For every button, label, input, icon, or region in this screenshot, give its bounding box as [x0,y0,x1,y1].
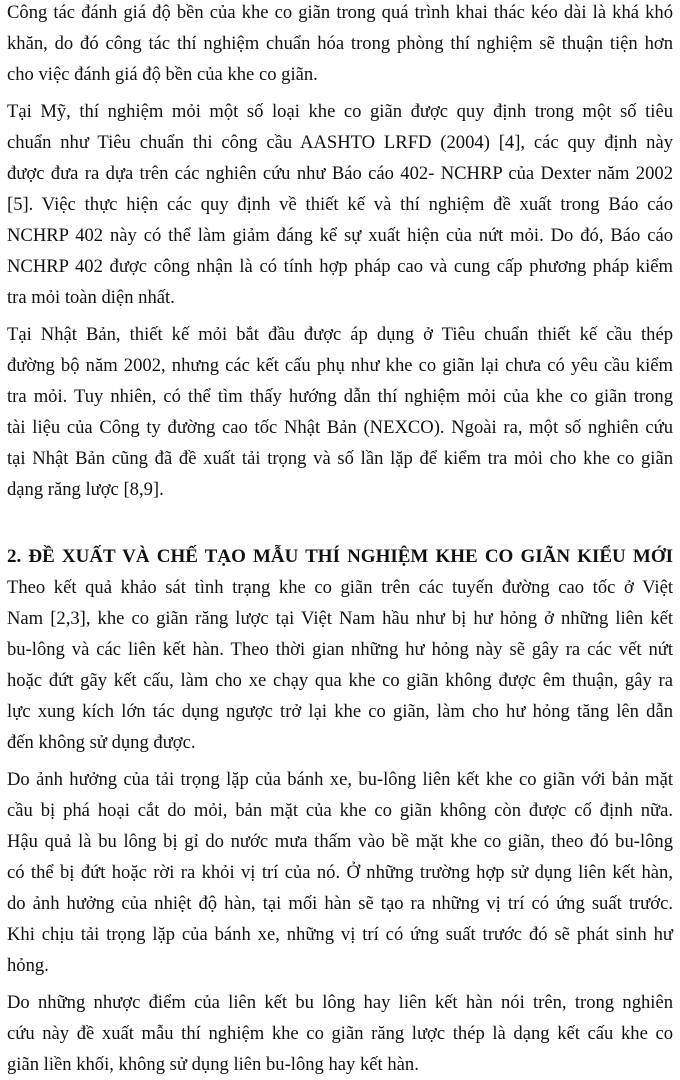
text-line: tra mỏi. Tuy nhiên, có thể tìm thấy hướng dẫn thí nghiệm mỏi của khe co giãn trong [7,386,673,407]
paragraph-japan [7,319,673,505]
text-line: Hậu quả là bu lông bị gỉ do nước mưa thấm vào bề mặt khe co giãn, theo đó bu-lông [7,831,673,852]
text-line: có thể bị đứt hoặc rời ra khỏi vị trí của nó. Ở những trường hợp sử dụng liên kết hàn, [7,862,673,883]
text-line: tài liệu của Công ty đường cao tốc Nhật Bản (NEXCO). Ngoài ra, một số nghiên cứu [7,417,673,438]
document-page [7,0,673,1080]
text-line: cứu này đề xuất mẫu thí nghiệm khe co giãn răng lược thép là dạng kết cấu khe co [7,1023,673,1044]
text-line: Công tác đánh giá độ bền của khe co giãn trong quá trình khai thác kéo dài là khá khó [7,2,673,23]
text-line: lực xung kích lớn tác dụng ngược trở lại khe co giãn, làm cho hư hỏng tăng lên dẫn [7,701,673,722]
section-heading: 2. ĐỀ XUẤT VÀ CHẾ TẠO MẪU THÍ NGHIỆM KHE CO GIÃN KIỂU MỚI [7,546,673,567]
text-line: NCHRP 402 được công nhận là có tính hợp pháp cao và cung cấp phương pháp kiểm [7,256,673,277]
text-line: Do những nhược điểm của liên kết bu lông hay liên kết hàn nói trên, trong nghiên [7,992,673,1013]
paragraph-load-effects [7,764,673,981]
text-line: cho việc đánh giá độ bền của khe co giãn. [7,64,318,85]
text-line: dạng răng lược [8,9]. [7,479,164,500]
text-line: tra mỏi toàn diện nhất. [7,287,175,308]
text-line: Theo kết quả khảo sát tình trạng khe co giãn trên các tuyến đường cao tốc ở Việt [7,577,673,598]
text-line: NCHRP 402 này có thể làm giảm đáng kể sự xuất hiện của nứt mỏi. Do đó, Báo cáo [7,225,673,246]
paragraph-proposal [7,987,673,1080]
text-line: hoặc đứt gãy kết cấu, làm cho xe chạy qua khe co giãn không được êm thuận, gây ra [7,670,673,691]
text-line: Nam [2,3], khe co giãn răng lược tại Việt Nam hầu như bị hư hỏng ở những liên kết [7,608,673,629]
text-line: giãn liền khối, không sử dụng liên bu-lông hay kết hàn. [7,1054,419,1075]
text-line: đến không sử dụng được. [7,732,196,753]
text-line: đường bộ năm 2002, nhưng các kết cấu phụ như khe co giãn lại chưa có yêu cầu kiểm [7,355,673,376]
text-line: cầu bị phá hoại cắt do mỏi, bản mặt của khe co giãn không còn được cố định nữa. [7,800,673,821]
text-line: bu-lông và các liên kết hàn. Theo thời gian những hư hỏng này sẽ gây ra các vết nứt [7,639,673,660]
paragraph-usa [7,96,673,313]
text-line: Khi chịu tải trọng lặp của bánh xe, những vị trí có ứng suất trước đó sẽ phát sinh hư [7,924,673,945]
text-line: khăn, do đó công tác thí nghiệm chuẩn hóa trong phòng thí nghiệm sẽ thuận tiện hơn [7,33,673,54]
text-line: hỏng. [7,955,49,976]
paragraph-vietnam-survey [7,572,673,758]
text-line: được đưa ra dựa trên các nghiên cứu như Báo cáo 402- NCHRP của Dexter năm 2002 [7,163,673,184]
text-line: Do ảnh hưởng của tải trọng lặp của bánh xe, bu-lông liên kết khe co giãn với bản mặt [7,769,673,790]
paragraph-intro [7,0,673,90]
text-line: Tại Mỹ, thí nghiệm mỏi một số loại khe co giãn được quy định trong một số tiêu [7,101,673,122]
text-line: do ảnh hưởng của nhiệt độ hàn, tại mối hàn sẽ tạo ra những vị trí có ứng suất trước. [7,893,673,914]
text-line: chuẩn như Tiêu chuẩn thi công cầu AASHTO LRFD (2004) [4], các quy định này [7,132,673,153]
text-line: tại Nhật Bản cũng đã đề xuất tải trọng và số lần lặp để kiểm tra mỏi cho khe co giãn [7,448,673,469]
text-line: [5]. Việc thực hiện các quy định về thiết kế và thí nghiệm đề xuất trong Báo cáo [7,194,673,215]
text-line: Tại Nhật Bản, thiết kế mỏi bắt đầu được áp dụng ở Tiêu chuẩn thiết kế cầu thép [7,324,673,345]
